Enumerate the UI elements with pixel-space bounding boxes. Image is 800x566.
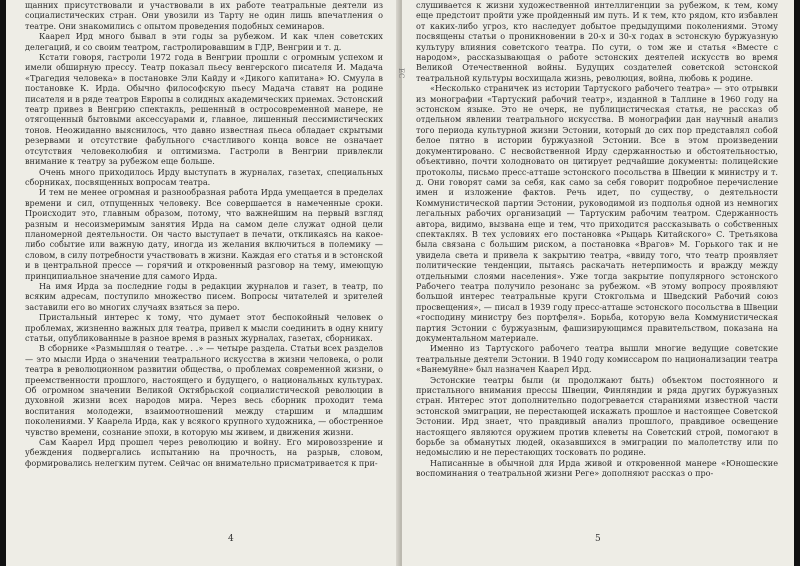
- paragraph: Написанные в обычной для Ирда живой и откровенной манере «Юношеские воспоминания о театральной жизни Реге» дополняют рассказ о про-: [416, 457, 778, 479]
- paragraph: Очень много приходилось Ирду выступать в журналах, газетах, специальных сборниках, посвященных вопросам театра.: [25, 166, 383, 187]
- margin-mark: ЕС: [397, 68, 405, 79]
- paragraph: Пристальный интерес к тому, что думает этот беспокойный человек о проблемах, жизненно важных для театра, привел к мысли соединить в одну книгу статьи, опубликованные в разное время в разных журналах, газетах, сборниках.: [25, 312, 383, 343]
- scan-border-right: [794, 0, 800, 566]
- page-number: 4: [228, 534, 234, 544]
- right-page: [397, 0, 794, 566]
- paragraph: Каарел Ирд много бывал в эти годы за рубежом. И как член советских делегаций, и со своим театром, гастролировавшим в ГДР, Венгрии и т. д.: [25, 31, 383, 52]
- paragraph: Кстати говоря, гастроли 1972 года в Венгрии прошли с огромным успехом и имели обширную прессу. Театр показал пьесу венгерского писателя И. Мадача «Трагедия человека» в постановке Эли Кайду и «Дикого капитана» Ю. Смуула в постановке К. Ирда. Обычно философскую пьесу Мадача ставят на родине писателя и в ряде театров Европы в солидных академических приемах. Эстонский театр привез в Венгрию спектакль, решенный в остросовременной манере, не отягощенный бытовыми аксессуарами и, главное, лишенный пессимистических тонов. Неожиданно выяснилось, что давно известная пьеса обладает скрытыми резервами и отсутствие фабульного счастливого конца вовсе не означает отсутствия человеколюбия и оптимизма. Гастроли в Венгрии привлекли внимание к театру за рубежом еще больше.: [25, 52, 383, 167]
- paragraph: Именно из Тартуского рабочего театра вышли многие ведущие советские театральные деятели Эстонии. В 1940 году комиссаром по национализации театра «Ванемуйне» был назначен Каарел Ирд.: [416, 343, 778, 375]
- paragraph: Эстонские театры были (и продолжают быть) объектом постоянного и пристального внимания прессы Швеции, Финляндии и ряда других буржуазных стран. Интерес этот дополнительно подогревается стараниями известной части эстонской эмиграции, не перестающей искажать прошлое и настоящее Советской Эстонии. Ирд знает, что правдивый анализ прошлого, правдивое освещение настоящего являются оружием против клеветы на Советский строй, помогают в борьбе за обманутых людей, оказавшихся в эмиграции по малолетству или по недомыслию и не перестающих тосковать по родине.: [416, 374, 778, 458]
- left-page: [6, 0, 399, 566]
- paragraph: В сборнике «Размышляя о театре. . .» — четыре раздела. Статьи всех разделов — это мысли Ирда о значении театрального искусства в жизни человека, о роли театра в революционном развитии общества, о проблемах современной жизни, о преемственности прошлого, настоящего и будущего, о национальных культурах. Об огромном значении Великой Октябрьской социалистической революции в духовной жизни всех народов мира. Через весь сборник проходит тема воспитания молодежи, взаимоотношений между старшим и младшим поколениями. У Каарела Ирда, как у всякого крупного художника, — обостренное чувство времени, сознание эпохи, в которую мы живем, и движения жизни.: [25, 343, 383, 437]
- paragraph: слушивается к жизни художественной интеллигенции за рубежом, к тем, кому еще предстоит пройти уже пройденный им путь. И к тем, кто рядом, кто избавлен от каких-либо угроз, кто наследует добытое предыдущими поколениями. Этому посвящены статьи о проникновении в 20-х и 30-х годах в эстонскую буржуазную культуру влияния советского театра. По сути, о том же и статья «Вместе с народом», рассказывающая о работе эстонских деятелей искусств во время Великой Отечественной войны. Будущих создателей советской эстонской театральной культуры восхищала жизнь, революция, война, любовь к родине.: [416, 0, 778, 83]
- paragraph: На имя Ирда за последние годы в редакции журналов и газет, в театр, по всяким адресам, поступило множество писем. Вопросы читателей и зрителей заставили его во многих случаях взяться за перо.: [25, 280, 383, 312]
- paragraph: «Несколько страничек из истории Тартуского рабочего театра» — это отрывки из монографии «Тартуский рабочий театр», изданной в Таллине в 1960 году на эстонском языке. Это не очерк, не публицистическая статья, не рассказ об отдельном явлении театрального искусства. В монографии дан научный анализ того периода культурной жизни Эстонии, который до сих пор представлял собой белое пятно в истории буржуазной Эстонии. Все в этом произведении документировано. С несвойственной Ирду сдержанностью и обстоятельностью, объективно, почти холодновато он цитирует редчайшие документы: полицейские протоколы, письмо пресс-атташе эстонского посольства в Швеции к министру и т. д. Они говорят сами за себя, как само за себя говорит подробное перечисление имен и изложение фактов. Речь идет, по существу, о деятельности Коммунистической партии Эстонии, руководимой из подполья одной из немногих легальных рабочих организаций — Тартуским рабочим театром. Сдержанность автора, видимо, вызвана еще и тем, что приходится рассказывать о собственных спектаклях. В тех условиях его постановка «Рыцарь Китайского» С. Третьякова была связана с большим риском, а постановка «Врагов» М. Горького так и не увидела света и привела к закрытию театра, «ввиду того, что театр проявляет политические тенденции, пытаясь раскачать нетерпимость и вражду между отдельными слоями населения». Уже тогда закрытие популярного эстонского Рабочего театра получило резонанс за рубежом. «В этому вопросу проявляют большой интерес театральные круги Стокгольма и Шведский Рабочий союз просвещения», — писал в 1939 году пресс-атташе эстонского посольства в Швеции «господину министру без портфеля». Борьба, которую вела Коммунистическая партия Эстонии с буржуазным, фашизирующимся правительством, показана на документальном материале.: [416, 83, 778, 343]
- right-page-text: [416, 0, 778, 479]
- paragraph: И тем не менее огромная и разнообразная работа Ирда умещается в пределах времени и сил, отпущенных человеку. Все совершается в намеченные сроки. Происходит это, главным образом, потому, что важнейшим на первый взгляд разным и несоизмеримым занятия Ирда на самом деле служат одной цели планомерной деятельности. Он часто выступает в печати, откликаясь на какое-либо событие или важную дату, иногда из желания включиться в полемику — словом, в силу потребности участвовать в жизни. Каждая его статья и в эстонской и в центральной прессе — горячий и откровенный разговор на тему, имеющую принципиальное значение для самого Ирда.: [25, 187, 383, 281]
- paragraph: щанних присутствовали и участвовали в их работе театральные деятели из социалистических стран. Они увозили из Тарту не один лишь впечатления о театре. Они знакомились с опытом проведения подобных семинаров.: [25, 0, 383, 31]
- paragraph: Сам Каарел Ирд прошел через революцию и войну. Его мировоззрение и убеждения подвергались испытанию на прочность, на разрыв, словом, формировались нелегким путем. Сейчас он внимательно присматривается к при-: [25, 437, 383, 468]
- page-number: 5: [595, 534, 601, 544]
- left-page-text: [25, 0, 383, 468]
